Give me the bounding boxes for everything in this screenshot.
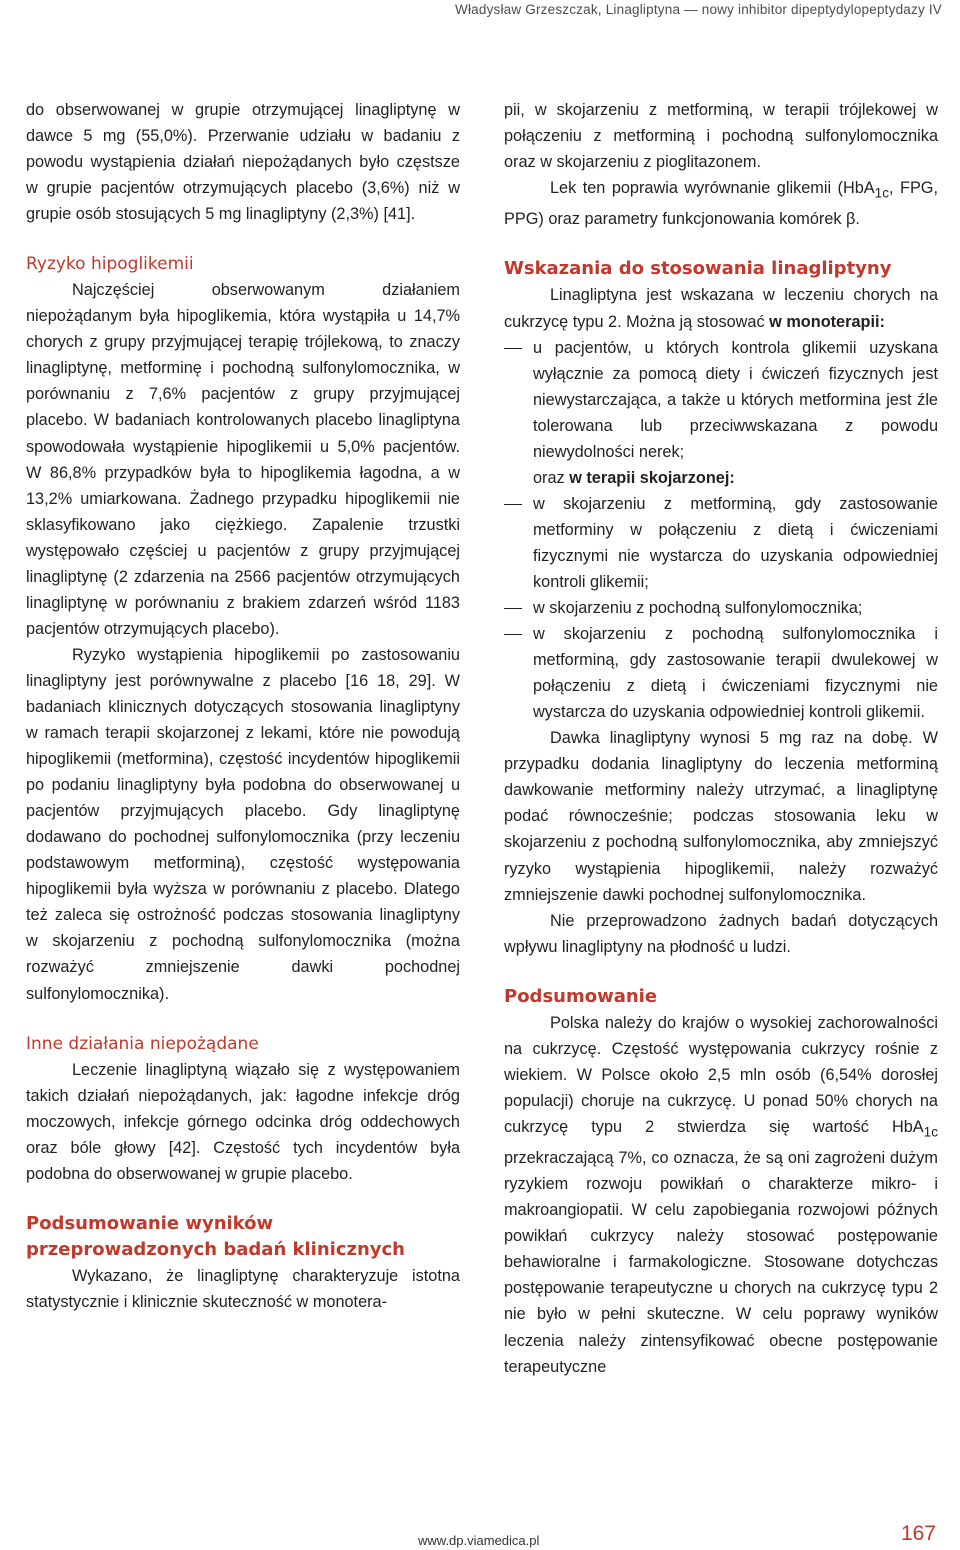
combo-intro: oraz w terapii skojarzonej: xyxy=(533,468,735,487)
plodnosc-paragraph: Nie przeprowadzono żadnych badań dotyczących wpływu linagliptyny na płodność u ludzi. xyxy=(504,911,938,956)
inne-paragraph: Leczenie linagliptyną wiązało się z występowaniem takich działań niepożądanych, jak: łagodne infekcje dróg moczowych, infekcje górnego odcinka dróg oddechowych oraz bóle głowy [42]. Częstość tych incydentów była podobna do obserwowanej w grupie placebo. xyxy=(26,1060,460,1183)
continuation-paragraph: pii, w skojarzeniu z metforminą, w terapii trójlekowej w połączeniu z metforminą i pochodną sulfonylomocznika oraz w skojarzeniu z pioglitazonem. xyxy=(504,101,938,172)
podsumowanie-paragraph: Polska należy do krajów o wysokiej zachorowalności na cukrzycę. Częstość występowania cukrzycy rośnie z wiekiem. W Polsce około 2,5 mln osób (6,54% dorosłej populacji) choruje na cukrzycę. U ponad 50% chorych na cukrzycę typu 2 stwierdza się wartość HbA$_{1c}$ przekraczającą 7%, co oznacza, że są oni zagrożeni dużym ryzykiem rozwoju powikłań o charakterze mikro- i makroangiopatii. W celu zapobiegania rozwojowi późnych powikłań cukrzycy należy stosować postępowanie behawioralne i farmakologiczne. Stosowane dotychczas postępowanie terapeutyczne u chorych na cukrzycę typu 2 nie było w pełni skuteczne. W celu poprawy wyników leczenia należy zintensyfikować obecne postępowanie terapeutyczne xyxy=(504,1013,938,1376)
wyniki-paragraph: Wykazano, że linagliptynę charakteryzuje istotna statystycznie i klinicznie skuteczność w monotera- xyxy=(26,1266,460,1311)
ryzyko-paragraph-1: Najczęściej obserwowanym działaniem niepożądanym była hipoglikemia, która wystąpiła u 14,7% chorych z grupy przyjmującej terapię trójlekową, to znaczy linagliptynę, metforminę i pochodną sulfonylomocznika, w porównaniu z 7,6% pacjentów z grupy przyjmującej placebo. W badaniach kontrolowanych placebo linagliptyna spowodowała wystąpienie hipoglikemii u 5,0% pacjentów. W 86,8% przypadków była to hipoglikemia łagodna, a w 13,2% umiarkowana. Żadnego przypadku hipoglikemii nie sklasyfikowano jako ciężkiego. Zapalenie trzustki występowało częściej u pacjentów z grupy przyjmującej linagliptynę (2 zdarzenia na 2566 pacjentów otrzymujących linagliptynę w porównaniu z brakiem zdarzeń wśród 1183 pacjentów otrzymujących placebo). xyxy=(26,281,460,638)
dawka-paragraph: Dawka linagliptyny wynosi 5 mg raz na dobę. W przypadku dodania linagliptyny do leczenia metforminą dawkowanie metforminy należy utrzymać, a linagliptynę podać równocześnie; podczas stosowania leku w skojarzeniu z pochodną sulfonylomocznika, aby zmniejszyć ryzyko wystąpienia hipoglikemii, należy rozważyć zmniejszenie dawki pochodnej sulfonylomocznika. xyxy=(504,729,938,904)
section-heading-inne: Inne działania niepożądane xyxy=(26,1033,259,1054)
combo-therapy-list xyxy=(504,491,938,725)
intro-paragraph: do obserwowanej w grupie otrzymującej linagliptynę w dawce 5 mg (55,0%). Przerwanie udziału w badaniu z powodu wystąpienia działań niepożądanych było częstsze w grupie pacjentów otrzymujących placebo (3,6%) niż w grupie osób stosujących 5 mg linagliptyny (2,3%) [41]. xyxy=(26,101,460,224)
section-heading-wskazania: Wskazania do stosowania linagliptyny xyxy=(504,258,892,280)
list-item: u pacjentów, u których kontrola glikemii uzyskana wyłącznie za pomocą diety i ćwiczeń fizycznych jest niewystarczająca, a także u których metformina jest źle tolerowana lub przeciwwskazana z powodu niewydolności nerek; xyxy=(504,335,938,465)
header-author: Władysław Grzeszczak, xyxy=(455,2,602,17)
list-item: w skojarzeniu z pochodną sulfonylomocznika i metforminą, gdy zastosowanie terapii dwulekowej w połączeniu z dietą i ćwiczeniami fizycznymi nie wystarcza do uzyskania odpowiedniej kontroli glikemii. xyxy=(504,621,938,725)
footer-url: www.dp.viamedica.pl xyxy=(418,1533,540,1548)
running-header xyxy=(455,2,942,17)
lek-paragraph: Lek ten poprawia wyrównanie glikemii (HbA$_{1c}$, FPG, PPG) oraz parametry funkcjonowania komórek β. xyxy=(504,179,938,229)
list-item: w skojarzeniu z pochodną sulfonylomocznika; xyxy=(504,595,938,621)
left-column xyxy=(26,97,460,1315)
heading-line-1: Podsumowanie wyników xyxy=(26,1212,274,1234)
header-title: Linagliptyna — nowy inhibitor dipeptydylopeptydazy IV xyxy=(605,2,942,17)
monotherapy-list xyxy=(504,335,938,465)
page-number: 167 xyxy=(900,1522,936,1545)
section-heading-ryzyko: Ryzyko hipoglikemii xyxy=(26,254,194,275)
ryzyko-paragraph-2: Ryzyko wystąpienia hipoglikemii po zastosowaniu linagliptyny jest porównywalne z placebo [16 18, 29]. W badaniach klinicznych dotyczących stosowania linagliptyny w ramach terapii skojarzonej z lekami, które nie powodują hipoglikemii (metformina), częstość incydentów hipoglikemii po podaniu linagliptyny była podobna do obserwowanej u pacjentów przyjmujących placebo. Gdy linagliptynę dodawano do pochodnej sulfonylomocznika (przy leczeniu podstawowym metforminą), częstość występowania hipoglikemii była wyższa w porównaniu z placebo. Dlatego też zaleca się ostrożność podczas stosowania linagliptyny w skojarzeniu z pochodną sulfonylomocznika (można rozważyć zmniejszenie dawki pochodnej sulfonylomocznika). xyxy=(26,645,460,1003)
section-heading-podsumowanie: Podsumowanie xyxy=(504,985,658,1007)
wskazania-paragraph: Linagliptyna jest wskazana w leczeniu chorych na cukrzycę typu 2. Można ją stosować w monoterapii: xyxy=(504,286,938,331)
section-heading-podsumowanie-wynikow xyxy=(26,1211,460,1263)
heading-line-2: przeprowadzonych badań klinicznych xyxy=(26,1238,405,1260)
right-column xyxy=(504,97,938,1380)
list-item: w skojarzeniu z metforminą, gdy zastosowanie metforminy w połączeniu z dietą i ćwiczeniami fizycznymi nie wystarcza do uzyskania odpowiedniej kontroli glikemii; xyxy=(504,491,938,595)
